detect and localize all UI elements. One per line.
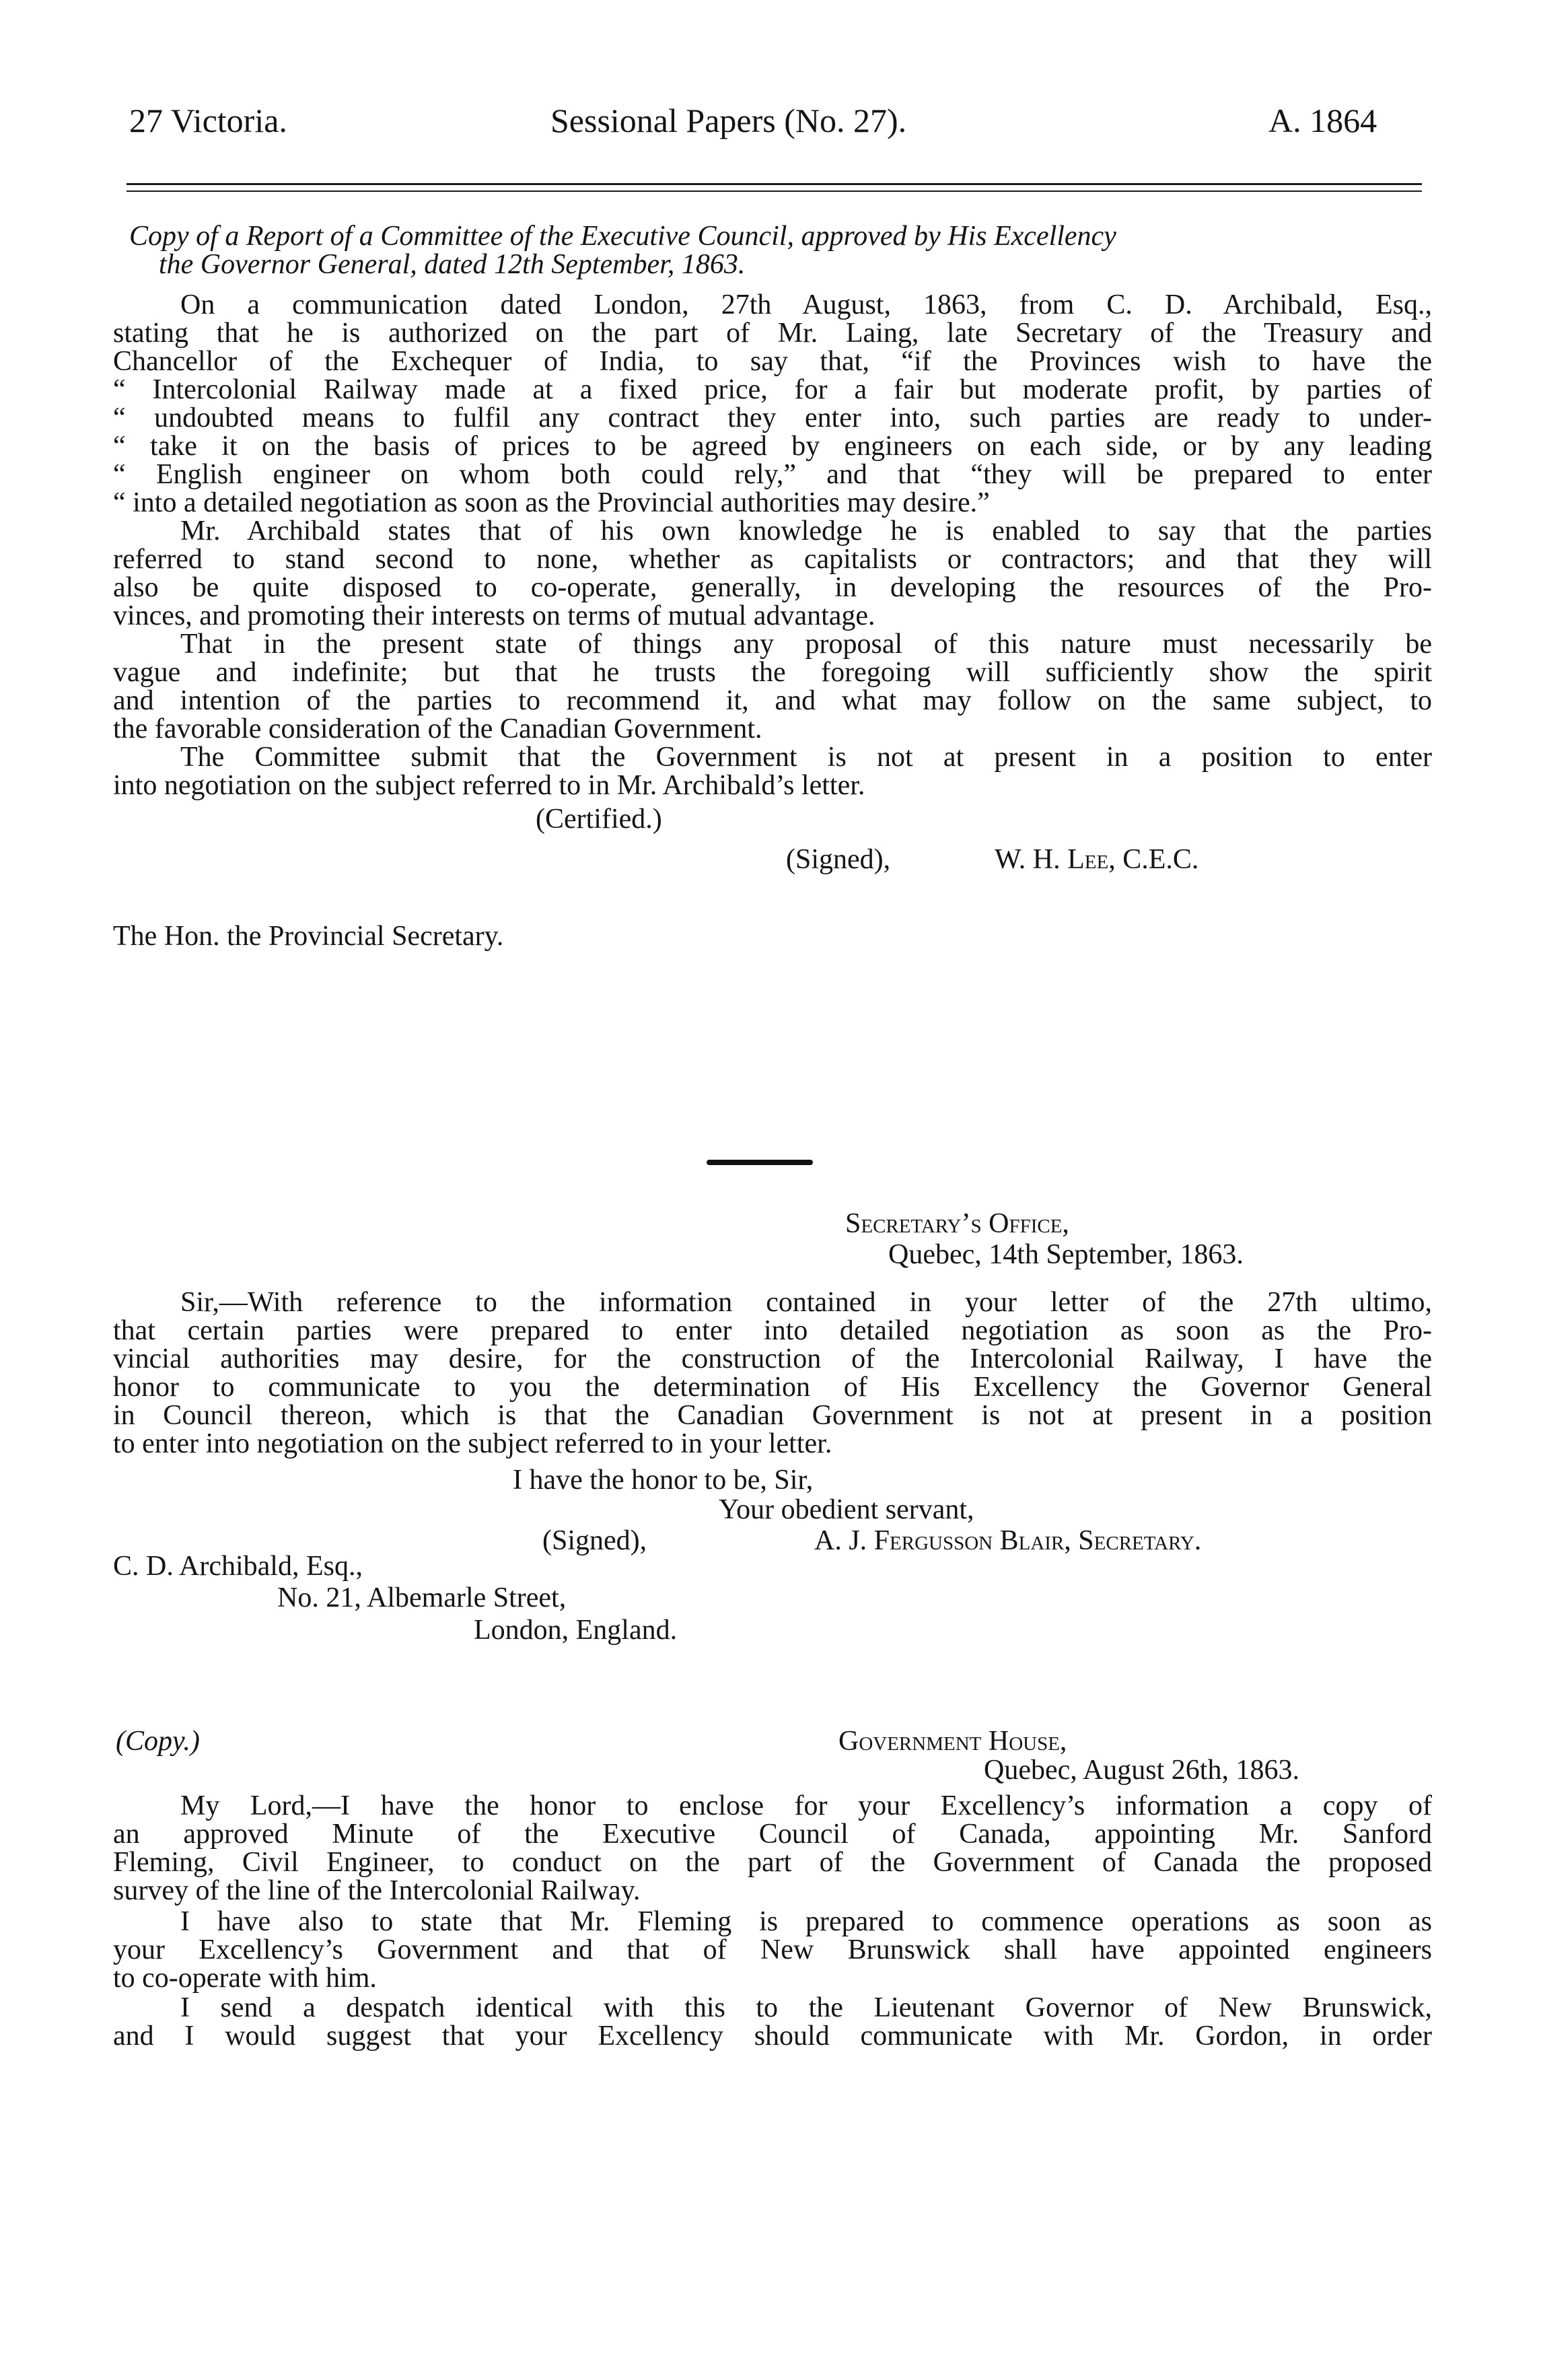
text-line: Mr. Archibald states that of his own knowledge he is enabled to say that the parties	[180, 516, 1432, 547]
letter1-address-1: C. D. Archibald, Esq.,	[113, 1551, 363, 1582]
text-line: I have also to state that Mr. Fleming is prepared to commence operations as soon as	[180, 1906, 1432, 1937]
section-divider	[707, 1160, 813, 1165]
report-title	[129, 222, 1435, 279]
text-line: My Lord,—I have the honor to enclose for your Excellency’s information a copy of	[180, 1790, 1432, 1821]
text-line: survey of the line of the Intercolonial Railway.	[113, 1875, 641, 1906]
letter1-address-3: London, England.	[474, 1615, 678, 1646]
text-line: “ undoubted means to fulfil any contract they enter into, such parties are ready to under-	[113, 403, 1432, 433]
text-line: to enter into negotiation on the subject referred to in your letter.	[113, 1428, 832, 1459]
letter2-house: Government House,	[838, 1726, 1067, 1757]
copy-label: (Copy.)	[116, 1726, 200, 1757]
text-line: I send a despatch identical with this to the Lieutenant Governor of New Brunswick,	[180, 1992, 1432, 2023]
text-line: and I would suggest that your Excellency should communicate with Mr. Gordon, in order	[113, 2021, 1432, 2052]
letter1-closing-1: I have the honor to be, Sir,	[513, 1465, 814, 1496]
text-line: vincial authorities may desire, for the construction of the Intercolonial Railway, I have the	[113, 1343, 1432, 1374]
report-paragraph-3	[113, 630, 1432, 743]
text-line: in Council thereon, which is that the Canadian Government is not at present in a position	[113, 1400, 1432, 1431]
text-line: also be quite disposed to co-operate, generally, in developing the resources of the Pro-	[113, 572, 1432, 603]
text-line: an approved Minute of the Executive Council of Canada, appointing Mr. Sanford	[113, 1819, 1432, 1850]
report-paragraph-4	[113, 743, 1432, 800]
certified-label: (Certified.)	[536, 804, 662, 835]
report-paragraph-1	[113, 291, 1432, 517]
report-signed-label: (Signed),	[786, 844, 891, 875]
letter1-signer: A. J. Fergusson Blair, Secretary.	[814, 1525, 1202, 1556]
letter1-office: Secretary’s Office,	[845, 1208, 1069, 1239]
text-line: “ English engineer on whom both could rely,” and that “they will be prepared to enter	[113, 459, 1432, 490]
running-head-center: Sessional Papers (No. 27).	[550, 102, 907, 139]
text-line: vinces, and promoting their interests on terms of mutual advantage.	[113, 600, 875, 631]
text-line: to co-operate with him.	[113, 1963, 377, 1994]
text-line: your Excellency’s Government and that of New Brunswick shall have appointed engineers	[113, 1934, 1432, 1965]
text-line: stating that he is authorized on the part of Mr. Laing, late Secretary of the Treasury and	[113, 318, 1432, 349]
report-title-line-2: the Governor General, dated 12th September, 1863.	[159, 249, 746, 280]
text-line: honor to communicate to you the determination of His Excellency the Governor General	[113, 1372, 1432, 1403]
text-line: “ into a detailed negotiation as soon as the Provincial authorities may desire.”	[113, 487, 990, 518]
letter2-paragraph-2	[113, 1908, 1432, 1992]
letter1-closing-2: Your obedient servant,	[719, 1494, 974, 1525]
text-line: Chancellor of the Exchequer of India, to say that, “if the Provinces wish to have the	[113, 346, 1432, 377]
letter1-signed-label: (Signed),	[542, 1525, 647, 1556]
text-line: referred to stand second to none, whether as capitalists or contractors; and that they will	[113, 544, 1432, 575]
text-line: and intention of the parties to recommend it, and what may follow on the same subject, to	[113, 685, 1432, 716]
letter1-place-date: Quebec, 14th September, 1863.	[888, 1239, 1244, 1270]
text-line: Sir,—With reference to the information contained in your letter of the 27th ultimo,	[180, 1287, 1432, 1318]
report-paragraph-2	[113, 517, 1432, 630]
text-line: Fleming, Civil Engineer, to conduct on the part of the Government of Canada the proposed	[113, 1847, 1432, 1878]
running-head-left: 27 Victoria.	[129, 102, 287, 139]
text-line: On a communication dated London, 27th August, 1863, from C. D. Archibald, Esq.,	[180, 289, 1432, 320]
letter2-paragraph-1	[113, 1792, 1432, 1905]
text-line: “ Intercolonial Railway made at a fixed price, for a fair but moderate profit, by parties of	[113, 374, 1432, 405]
letter2-paragraph-3	[113, 1994, 1432, 2050]
text-line: into negotiation on the subject referred to in Mr. Archibald’s letter.	[113, 770, 865, 801]
running-head-right: A. 1864	[1268, 102, 1377, 139]
report-addressee: The Hon. the Provincial Secretary.	[113, 921, 504, 952]
text-line: that certain parties were prepared to enter into detailed negotiation as soon as the Pro-	[113, 1315, 1432, 1346]
running-head	[0, 101, 1541, 148]
letter1-address-2: No. 21, Albemarle Street,	[277, 1582, 567, 1613]
letter1-body	[113, 1288, 1432, 1458]
report-signer: W. H. Lee, C.E.C.	[995, 844, 1199, 875]
text-line: The Committee submit that the Government is not at present in a position to enter	[180, 742, 1432, 773]
text-line: vague and indefinite; but that he trusts the foregoing will sufficiently show the spirit	[113, 657, 1432, 688]
report-title-line-1: Copy of a Report of a Committee of the Executive Council, approved by His Excellency	[129, 221, 1116, 252]
letter2-place-date: Quebec, August 26th, 1863.	[984, 1755, 1299, 1786]
text-line: That in the present state of things any proposal of this nature must necessarily be	[180, 629, 1432, 660]
text-line: the favorable consideration of the Canadian Government.	[113, 713, 762, 744]
header-rule-thin	[127, 190, 1422, 192]
header-rule-thick	[127, 183, 1422, 185]
text-line: “ take it on the basis of prices to be agreed by engineers on each side, or by any leading	[113, 431, 1432, 462]
